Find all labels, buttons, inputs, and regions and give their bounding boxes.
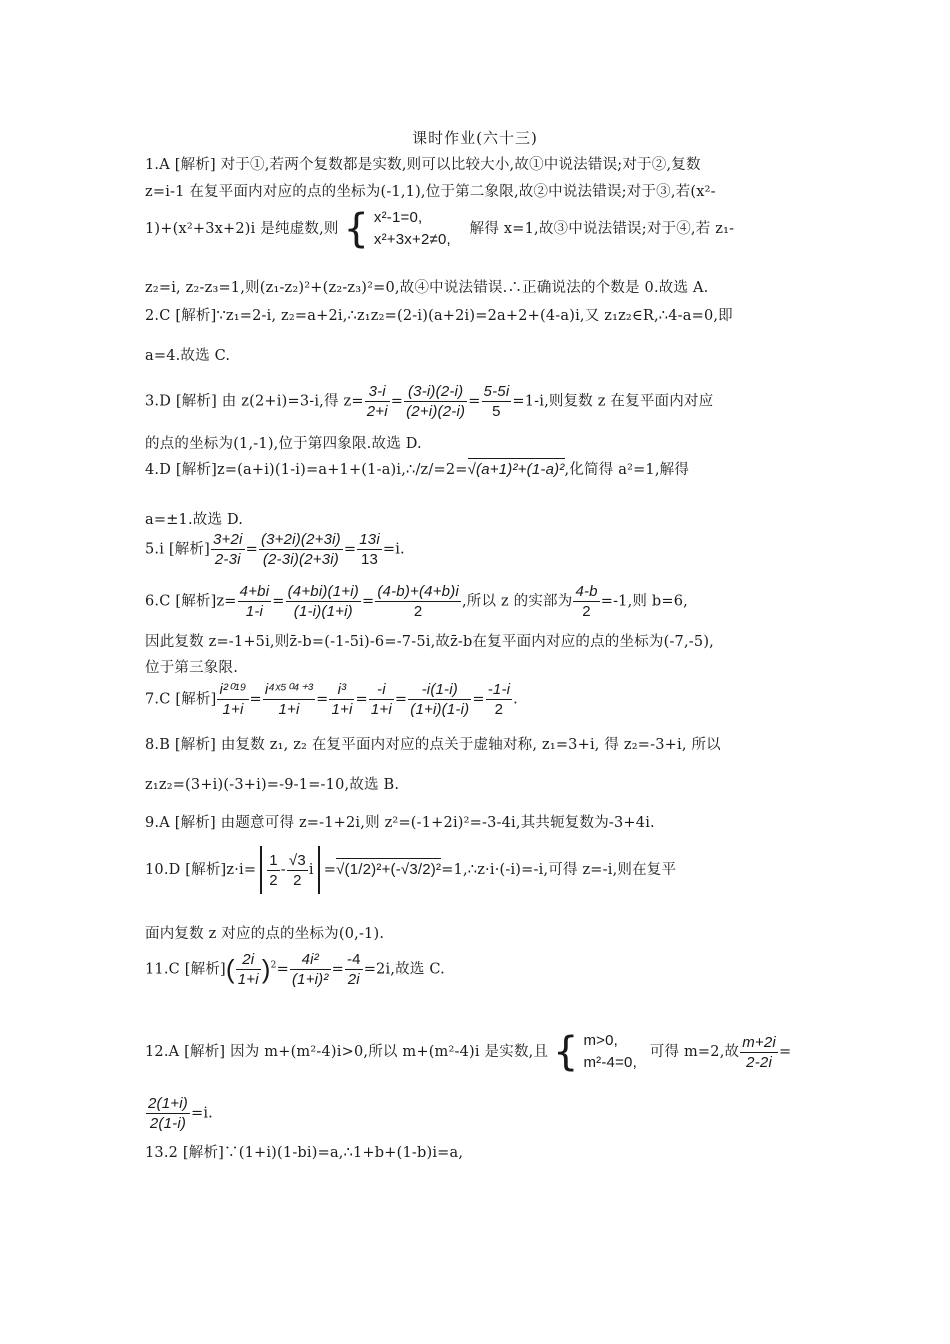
q6-line1: 6.C [解析]z= $\frac{4+bi}{1-i}$ = $\frac{(4+bi)(1+i)}{(1-i)(1+i)}$ = $\frac{(4-b)+(4+b)i}{2}$ ,所以 z 的实部为 $\frac{4-b}{2}$ =-1,则 b=6, bbox=[145, 583, 688, 620]
q5-fraction-3: $\frac{13i}{13}$ bbox=[359, 531, 380, 568]
q10-square-root: √(1/2)²+(-√3/2)² bbox=[336, 858, 441, 878]
q2-line2: a=4.故选 C. bbox=[145, 348, 231, 364]
q5-line1: 5.i [解析] $\frac{3+2i}{2-3i}$ = $\frac{(3+2i)(2+3i)}{(2-3i)(2+3i)}$ = $\frac{13i}{13}$ =i. bbox=[145, 531, 405, 568]
absolute-value-bar bbox=[318, 846, 320, 894]
q3-fraction-1: $\frac{3-i}{2+i}$ bbox=[366, 383, 388, 420]
q10-prefix: 10.D [解析]z·i= bbox=[145, 862, 257, 878]
q7-fraction-5: $\frac{-i(1-i)}{(1+i)(1-i)}$ bbox=[410, 681, 470, 718]
q12-system-eq2: m²-4=0, bbox=[583, 1054, 637, 1071]
q11-exponent: 2 bbox=[270, 960, 277, 971]
q11-prefix: 11.C [解析] bbox=[145, 961, 226, 978]
q11-fraction-3: $\frac{-4}{2i}$ bbox=[346, 951, 361, 988]
q9-line1: 9.A [解析] 由题意可得 z=-1+2i,则 z²=(-1+2i)²=-3-4i,其共轭复数为-3+4i. bbox=[145, 815, 655, 831]
page-title: 课时作业(六十三) bbox=[412, 129, 538, 147]
q1-system-eq2: x²+3x+2≠0, bbox=[373, 231, 451, 248]
q1-system-eq1: x²-1=0, bbox=[373, 209, 423, 226]
q3-suffix: =1-i,则复数 z 在复平面内对应 bbox=[512, 393, 714, 410]
q6-line3: 位于第三象限. bbox=[145, 660, 239, 676]
q6-line2: 因此复数 z=-1+5i,则z̄-b=(-1-5i)-6=-7-5i,故z̄-b在复平面内对应的点的坐标为(-7,-5), bbox=[145, 634, 714, 650]
q4-line1 bbox=[145, 458, 689, 479]
q12-equation-system bbox=[583, 1030, 637, 1074]
q3-fraction-3: $\frac{5-5i}{5}$ bbox=[483, 383, 510, 420]
q3-fraction-2: $\frac{(3-i)(2-i)}{(2+i)(2-i)}$ bbox=[406, 383, 466, 420]
q6-fraction-4: $\frac{4-b}{2}$ bbox=[575, 583, 598, 620]
q10-line1: 10.D [解析]z·i= $\frac{1}{2}$ - $\frac{√3}{2}$ i =√(1/2)²+(-√3/2)²=1,∴z·i·(-i)=-i,可得 z=-i,则在复平 bbox=[145, 846, 676, 894]
q6-fraction-2: $\frac{(4+bi)(1+i)}{(1-i)(1+i)}$ bbox=[287, 583, 359, 620]
q4-prefix: 4.D [解析]z=(a+i)(1-i)=a+1+(1-a)i,∴/z/=2= bbox=[145, 462, 468, 478]
q1-line3-text: 1)+(x²+3x+2)i 是纯虚数,则 bbox=[145, 221, 339, 237]
q11-fraction-2: $\frac{\text{4i²}}{\text{(1+i)²}}$ bbox=[291, 951, 329, 988]
q12-system-eq1: m>0, bbox=[583, 1032, 619, 1049]
q1-line3 bbox=[145, 207, 734, 251]
q6-suffix: =-1,则 b=6, bbox=[600, 593, 688, 610]
q1-equation-system bbox=[374, 207, 451, 251]
q11-line1: 11.C [解析]( $\frac{2i}{1+i}$ )$^2$= $\frac{\text{4i²}}{\text{(1+i)²}}$ = $\frac{-4}{2i}$ =2i,故选 C. bbox=[145, 951, 445, 988]
q12-equals: = bbox=[778, 1044, 792, 1060]
q11-fraction-1: $\frac{2i}{1+i}$ bbox=[237, 951, 259, 988]
q10-suffix: =1,∴z·i·(-i)=-i,可得 z=-i,则在复平 bbox=[441, 862, 677, 878]
q5-prefix: 5.i [解析] bbox=[145, 541, 210, 558]
q5-fraction-2: $\frac{(3+2i)(2+3i)}{(2-3i)(2+3i)}$ bbox=[260, 531, 341, 568]
q1-line4: z₂=i, z₂-z₃=1,则(z₁-z₂)²+(z₂-z₃)²=0,故④中说法错误.∴正确说法的个数是 0.故选 A. bbox=[145, 280, 709, 296]
q10-fraction-1: $\frac{1}{2}$ bbox=[269, 851, 278, 889]
q12-middle: 可得 m=2,故 bbox=[649, 1044, 740, 1060]
q4-line2: a=±1.故选 D. bbox=[145, 512, 244, 528]
q1-line1: 1.A [解析] 对于①,若两个复数都是实数,则可以比较大小,故①中说法错误;对于②,复数 bbox=[145, 157, 701, 173]
q7-fraction-2: $\frac{\text{i⁴ˣ⁵⁰⁴⁺³}}{1+i}$ bbox=[264, 681, 314, 718]
q3-prefix: 3.D [解析] 由 z(2+i)=3-i,得 z= bbox=[145, 393, 364, 410]
q12-line1 bbox=[145, 1030, 791, 1074]
q6-fraction-3: $\frac{(4-b)+(4+b)i}{2}$ bbox=[377, 583, 459, 620]
system-brace: { bbox=[343, 206, 370, 252]
q7-fraction-1: $\frac{\text{i²⁰¹⁹}}{1+i}$ bbox=[219, 681, 247, 718]
q1-line2: z=i-1 在复平面内对应的点的坐标为(-1,1),位于第二象限,故②中说法错误;对于③,若(x²- bbox=[145, 184, 716, 200]
q5-suffix: =i. bbox=[382, 541, 405, 558]
q7-fraction-4: $\frac{-i}{1+i}$ bbox=[370, 681, 392, 718]
q12-fraction-2: $\frac{2(1+i)}{2(1-i)}$ bbox=[148, 1095, 188, 1132]
q8-line2: z₁z₂=(3+i)(-3+i)=-9-1=-10,故选 B. bbox=[145, 777, 400, 793]
q7-fraction-6: $\frac{-1-i}{2}$ bbox=[487, 681, 511, 718]
q1-line3-tail: 解得 x=1,故③中说法错误;对于④,若 z₁- bbox=[469, 221, 735, 237]
q7-suffix: . bbox=[513, 691, 518, 708]
q3-line2: 的点的坐标为(1,-1),位于第四象限.故选 D. bbox=[145, 436, 422, 452]
q7-prefix: 7.C [解析] bbox=[145, 691, 217, 708]
q4-square-root: √(a+1)²+(1-a)² bbox=[468, 458, 565, 478]
q11-suffix: =2i,故选 C. bbox=[363, 961, 445, 978]
q12-fraction-1: $\frac{m+2i}{2-2i}$ bbox=[742, 1033, 776, 1071]
q12-prefix: 12.A [解析] 因为 m+(m²-4)i>0,所以 m+(m²-4)i 是实数,且 bbox=[145, 1044, 549, 1060]
q10-fraction-2: $\frac{√3}{2}$ bbox=[288, 851, 306, 889]
q6-fraction-1: $\frac{4+bi}{1-i}$ bbox=[239, 583, 270, 620]
q5-fraction-1: $\frac{3+2i}{2-3i}$ bbox=[213, 531, 243, 568]
q6-middle: ,所以 z 的实部为 bbox=[461, 593, 573, 610]
absolute-value-bar bbox=[260, 846, 262, 894]
q12-line2 bbox=[145, 1094, 213, 1133]
q12-suffix: =i. bbox=[190, 1105, 213, 1122]
q2-line1: 2.C [解析]∵z₁=2-i, z₂=a+2i,∴z₁z₂=(2-i)(a+2i)=2a+2+(4-a)i,又 z₁z₂∈R,∴4-a=0,即 bbox=[145, 308, 733, 324]
q13-line1: 13.2 [解析]∵(1+i)(1-bi)=a,∴1+b+(1-b)i=a, bbox=[145, 1145, 464, 1161]
q7-line1: 7.C [解析] $\frac{\text{i²⁰¹⁹}}{1+i}$ = $\frac{\text{i⁴ˣ⁵⁰⁴⁺³}}{1+i}$ = $\frac{\text{i³}}{1+i}$ = $\frac{-i}{1+i}$ = $\frac{-i(1-i)}{(1+i)(1-i)}$ = $\frac{-1-i}{2}$ . bbox=[145, 681, 518, 718]
q4-suffix: ,化简得 a²=1,解得 bbox=[564, 462, 690, 478]
q10-line2: 面内复数 z 对应的点的坐标为(0,-1). bbox=[145, 926, 385, 942]
q8-line1: 8.B [解析] 由复数 z₁, z₂ 在复平面内对应的点关于虚轴对称, z₁=3+i, 得 z₂=-3+i, 所以 bbox=[145, 737, 721, 753]
q6-prefix: 6.C [解析]z= bbox=[145, 593, 237, 610]
q7-fraction-3: $\frac{\text{i³}}{1+i}$ bbox=[331, 681, 353, 718]
q10-imag-unit: i bbox=[308, 862, 314, 878]
q3-line1: 3.D [解析] 由 z(2+i)=3-i,得 z= $\frac{3-i}{2+i}$ = $\frac{(3-i)(2-i)}{(2+i)(2-i)}$ = $\frac{5-5i}{5}$ =1-i,则复数 z 在复平面内对应 bbox=[145, 383, 714, 420]
system-brace: { bbox=[552, 1029, 579, 1075]
